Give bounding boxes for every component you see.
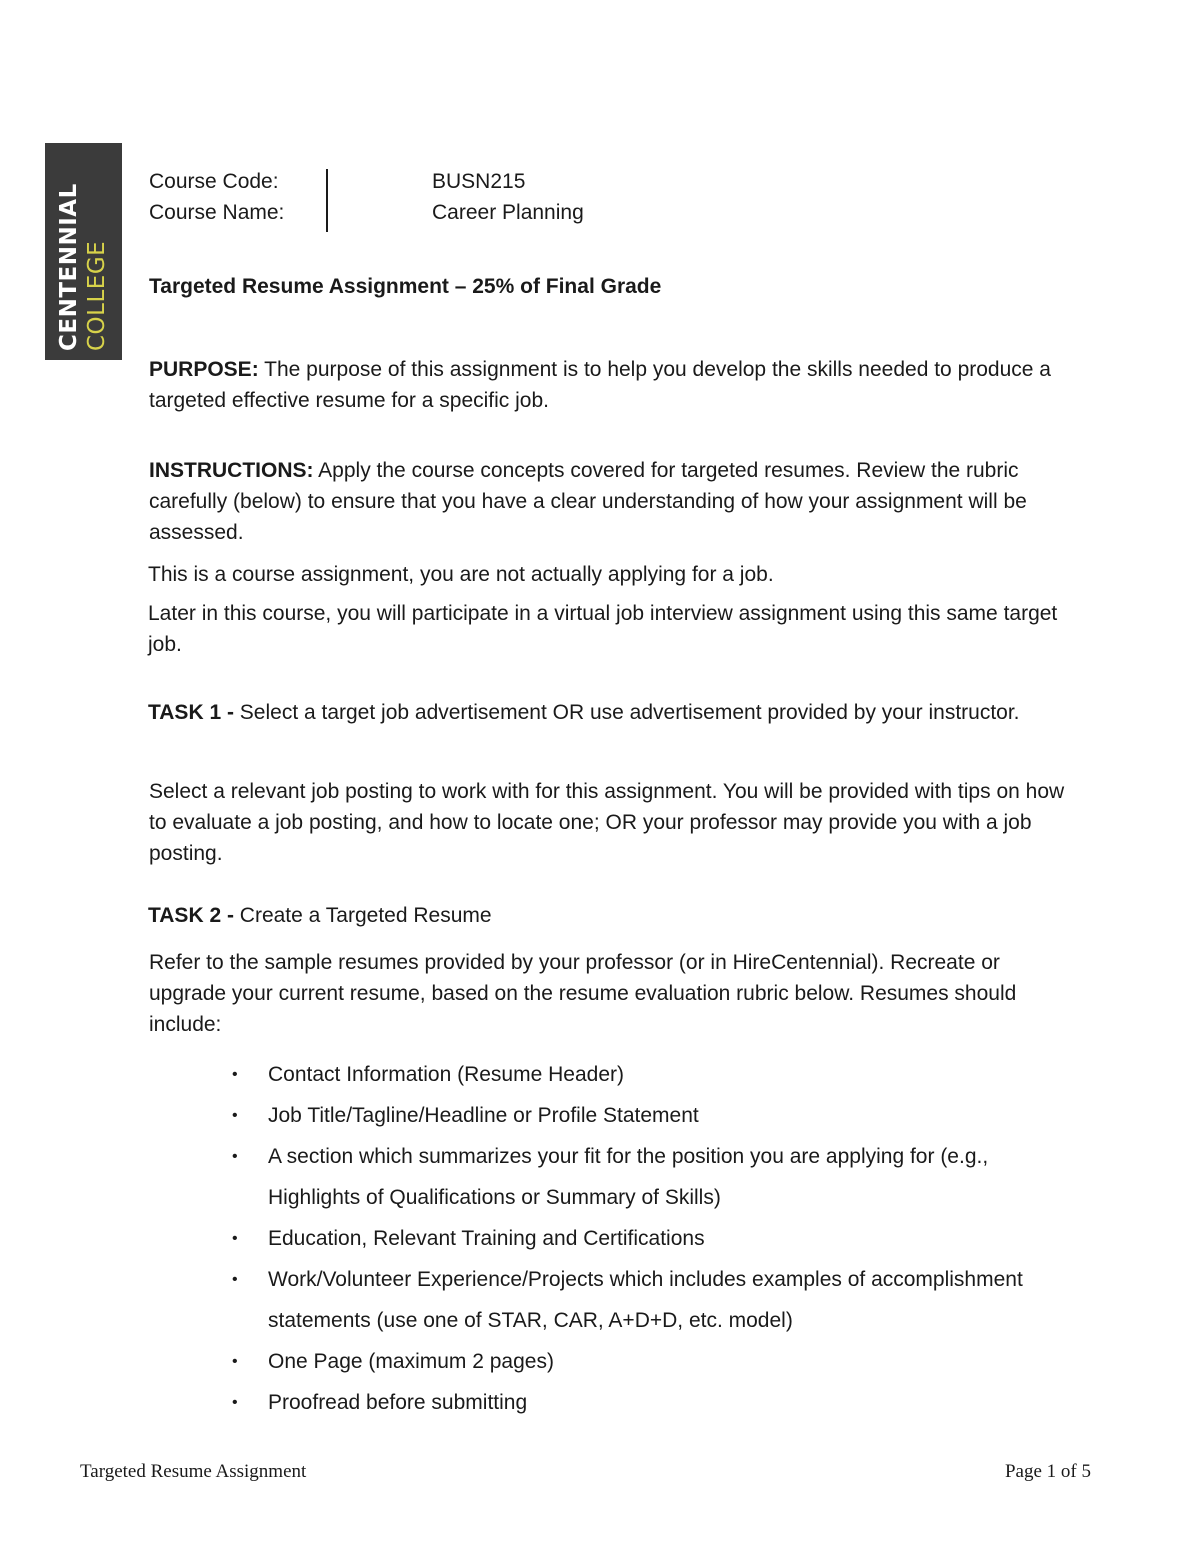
- task2-text: Create a Targeted Resume: [233, 904, 492, 927]
- instructions-paragraph: [149, 455, 1079, 548]
- footer-document-title: Targeted Resume Assignment: [80, 1461, 307, 1482]
- purpose-label: PURPOSE:: [149, 358, 259, 381]
- footer-page-number: Page 1 of 5: [1004, 1461, 1091, 1482]
- list-item: • Contact Information (Resume Header): [230, 1054, 1070, 1095]
- task2-detail: Refer to the sample resumes provided by your professor (or in HireCentennial). Recreate or upgrade your current resume, based on the resume evaluation rubric below. Resumes should include:: [149, 951, 1017, 1036]
- course-code-value: BUSN215: [432, 170, 526, 193]
- logo-line-centennial: CENTENNIAL: [56, 183, 82, 351]
- task1-text: Select a target job advertisement OR use advertisement provided by your instructor.: [233, 701, 1020, 724]
- resume-requirements-list: [230, 1054, 1070, 1423]
- task1-detail: Select a relevant job posting to work with for this assignment. You will be provided with tips on how to evaluate a job posting, and how to locate one; OR your professor may provide you with a job posting.: [149, 780, 1065, 865]
- course-code-label: Course Code:: [149, 170, 279, 193]
- purpose-text: The purpose of this assignment is to help you develop the skills needed to produce a targeted effective resume for a specific job.: [149, 358, 1051, 412]
- assignment-title: Targeted Resume Assignment – 25% of Final Grade: [149, 275, 662, 298]
- list-item: • Education, Relevant Training and Certifications: [230, 1218, 1070, 1259]
- list-item: • Job Title/Tagline/Headline or Profile Statement: [230, 1095, 1070, 1136]
- instructions-text: Apply the course concepts covered for targeted resumes. Review the rubric carefully (below) to ensure that you have a clear understanding of how your assignment will be assessed.: [149, 459, 1027, 544]
- course-name-value: Career Planning: [432, 201, 584, 224]
- college-logo: [45, 143, 122, 360]
- course-name-label: Course Name:: [149, 201, 285, 224]
- list-item: • Proofread before submitting: [230, 1382, 1070, 1423]
- task1-label: TASK 1 -: [148, 701, 234, 724]
- instructions-note-2: Later in this course, you will participate in a virtual job interview assignment using this same target job.: [148, 602, 1058, 656]
- list-item: • Work/Volunteer Experience/Projects which includes examples of accomplishment statements (use one of STAR, CAR, A+D+D, etc. model): [230, 1259, 1070, 1341]
- purpose-paragraph: [149, 354, 1079, 416]
- list-item: • One Page (maximum 2 pages): [230, 1341, 1070, 1382]
- logo-wordmark: [53, 151, 113, 351]
- list-item: • A section which summarizes your fit for the position you are applying for (e.g., Highlights of Qualifications or Summary of Skills): [230, 1136, 1070, 1218]
- logo-line-college: COLLEGE: [84, 240, 110, 351]
- instructions-note-1: This is a course assignment, you are not actually applying for a job.: [148, 563, 774, 586]
- task2-label: TASK 2 -: [148, 904, 234, 927]
- instructions-label: INSTRUCTIONS:: [149, 459, 314, 482]
- task1-heading: [148, 697, 1078, 728]
- task2-heading: [148, 900, 1078, 931]
- course-info-divider: [326, 169, 328, 232]
